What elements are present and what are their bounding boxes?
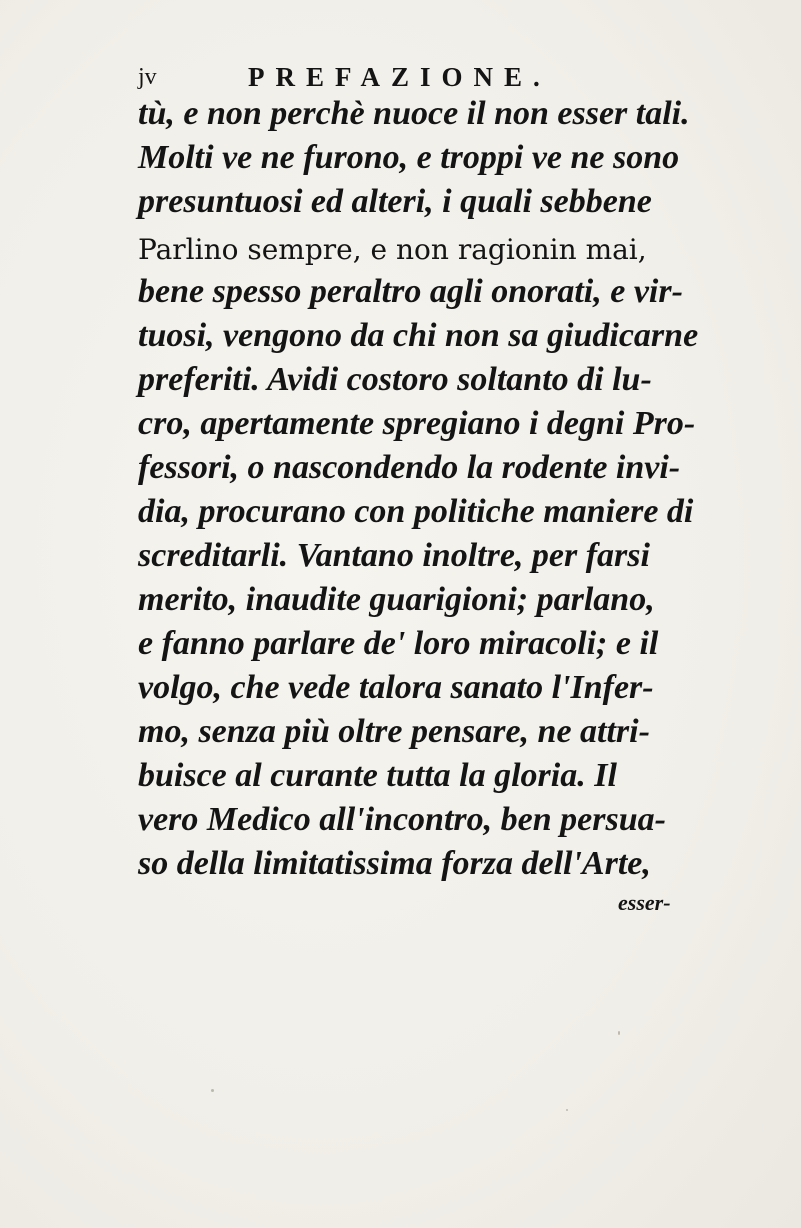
text-line-3: presuntuosi ed alteri, i quali sebbene: [138, 183, 652, 220]
running-head: PREFAZIONE.: [248, 62, 551, 92]
text-line-16: buisce al curante tutta la gloria. Il: [138, 757, 617, 794]
paper-speck: [211, 1089, 214, 1092]
text-line-5: bene spesso peraltro agli onorati, e vir-: [138, 273, 683, 310]
text-line-1: tù, e non perchè nuoce il non esser tali.: [138, 95, 690, 132]
text-line-9: fessori, o nascondendo la rodente invi-: [138, 449, 681, 486]
text-line-12: merito, inaudite guarigioni; parlano,: [138, 581, 655, 618]
paper-speck: [566, 1109, 568, 1111]
paper-speck: [618, 1031, 620, 1035]
page-number: jv: [138, 64, 157, 90]
text-line-13: e fanno parlare de' loro miracoli; e il: [138, 625, 659, 662]
text-line-11: screditarli. Vantano inoltre, per farsi: [138, 537, 650, 574]
text-line-4: Parlino sempre, e non ragionin mai,: [138, 233, 647, 266]
text-line-6: tuosi, vengono da chi non sa giudicarne: [138, 317, 699, 354]
text-line-2: Molti ve ne furono, e troppi ve ne sono: [138, 139, 680, 176]
text-line-8: cro, apertamente spregiano i degni Pro-: [138, 405, 696, 442]
text-line-15: mo, senza più oltre pensare, ne attri-: [138, 713, 650, 750]
text-line-17: vero Medico all'incontro, ben persua-: [138, 801, 666, 838]
text-line-18: so della limitatissima forza dell'Arte,: [138, 845, 651, 882]
catchword: esser-: [618, 890, 671, 915]
text-line-7: preferiti. Avidi costoro soltanto di lu-: [138, 361, 652, 398]
text-line-10: dia, procurano con politiche maniere di: [138, 493, 694, 530]
text-line-14: volgo, che vede talora sanato l'Infer-: [138, 669, 654, 706]
page-header: [138, 62, 578, 98]
